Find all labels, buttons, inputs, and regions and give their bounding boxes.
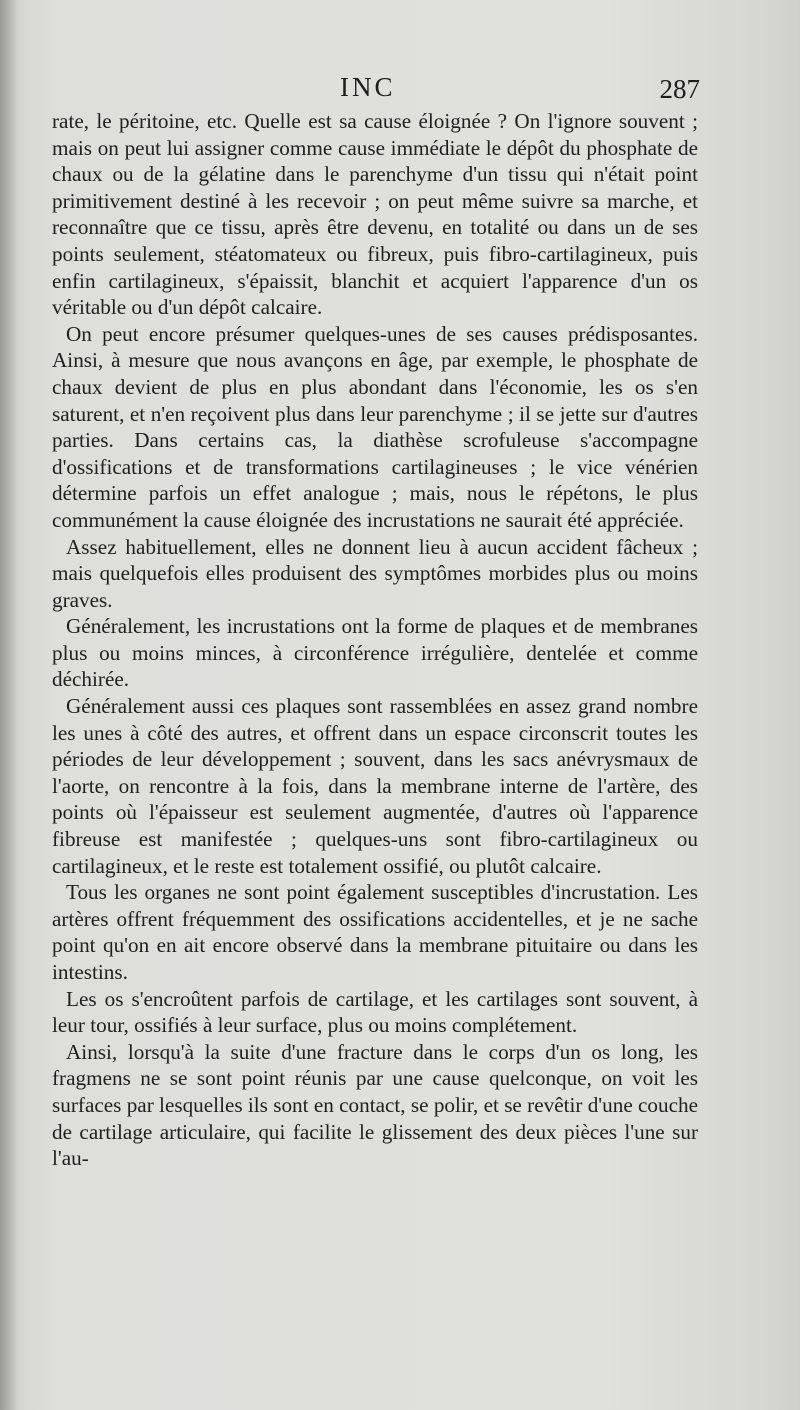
gutter-shadow (0, 0, 18, 1410)
paragraph-8: Ainsi, lorsqu'à la suite d'une fracture dans le corps d'un os long, les fragmens ne se sont point réunis par une cause quelconque, on voit les surfaces par lesquelles ils sont en contact, se polir, et se revêtir d'une couche de cartilage articulaire, qui facilite le glissement des deux pièces l'une sur l'au- (52, 1039, 699, 1171)
paragraph-5: Généralement aussi ces plaques sont rassemblées en assez grand nombre les unes à côté des autres, et offrent dans un espace circonscrit toutes les périodes de leur développement ; souvent, dans les sacs anévrysmaux de l'aorte, on rencontre à la fois, dans la membrane interne de l'artère, des points où l'épaisseur est seulement augmentée, d'autres où l'apparence fibreuse est manifestée ; quelques-uns sont fibro-cartilagineux ou cartilagineux, et le reste est totalement ossifié, ou plutôt calcaire. (52, 694, 698, 878)
page-header (50, 72, 700, 108)
paragraph-6: Tous les organes ne sont point également susceptibles d'incrustation. Les artères offrent fréquemment des ossifications accidentelles, et je ne sache point qu'on en ait encore observé dans la membrane pituitaire ou dans les intestins. (52, 880, 698, 984)
paragraph-2: On peut encore présumer quelques-unes de ses causes prédisposantes. Ainsi, à mesure que nous avançons en âge, par exemple, le phosphate de chaux devient de plus en plus abondant dans l'économie, les os s'en saturent, et n'en reçoivent plus dans leur parenchyme ; il se jette sur d'autres parties. Dans certains cas, la diathèse scrofuleuse s'accompagne d'ossifications et de transformations cartilagineuses ; le vice vénérien détermine parfois un effet analogue ; mais, nous le répétons, le plus communément la cause éloignée des incrustations ne saurait été appréciée. (52, 321, 698, 532)
paragraph-7: Les os s'encroûtent parfois de cartilage, et les cartilages sont souvent, à leur tour, ossifiés à leur surface, plus ou moins complétement. (52, 986, 698, 1038)
paragraph-4: Généralement, les incrustations ont la forme de plaques et de membranes plus ou moins minces, à circonférence irrégulière, dentelée et comme déchirée. (52, 614, 698, 692)
body-text (52, 108, 698, 1172)
paragraph-3: Assez habituellement, elles ne donnent lieu à aucun accident fâcheux ; mais quelquefois elles produisent des symptômes morbides plus ou moins graves. (52, 534, 698, 612)
page-number: 287 (659, 74, 700, 104)
running-head: INC (340, 72, 396, 102)
paragraph-1: rate, le péritoine, etc. Quelle est sa cause éloignée ? On l'ignore souvent ; mais on peut lui assigner comme cause immédiate le dépôt du phosphate de chaux ou de la gélatine dans le parenchyme d'un tissu qui n'était point primitivement destiné à les recevoir ; on peut même suivre sa marche, et reconnaître que ce tissu, après être devenu, en totalité ou dans un de ses points seulement, stéatomateux ou fibreux, puis fibro-cartilagineux, puis enfin cartilagineux, s'épaissit, blanchit et acquiert l'apparence d'un os véritable ou d'un dépôt calcaire. (52, 109, 698, 320)
